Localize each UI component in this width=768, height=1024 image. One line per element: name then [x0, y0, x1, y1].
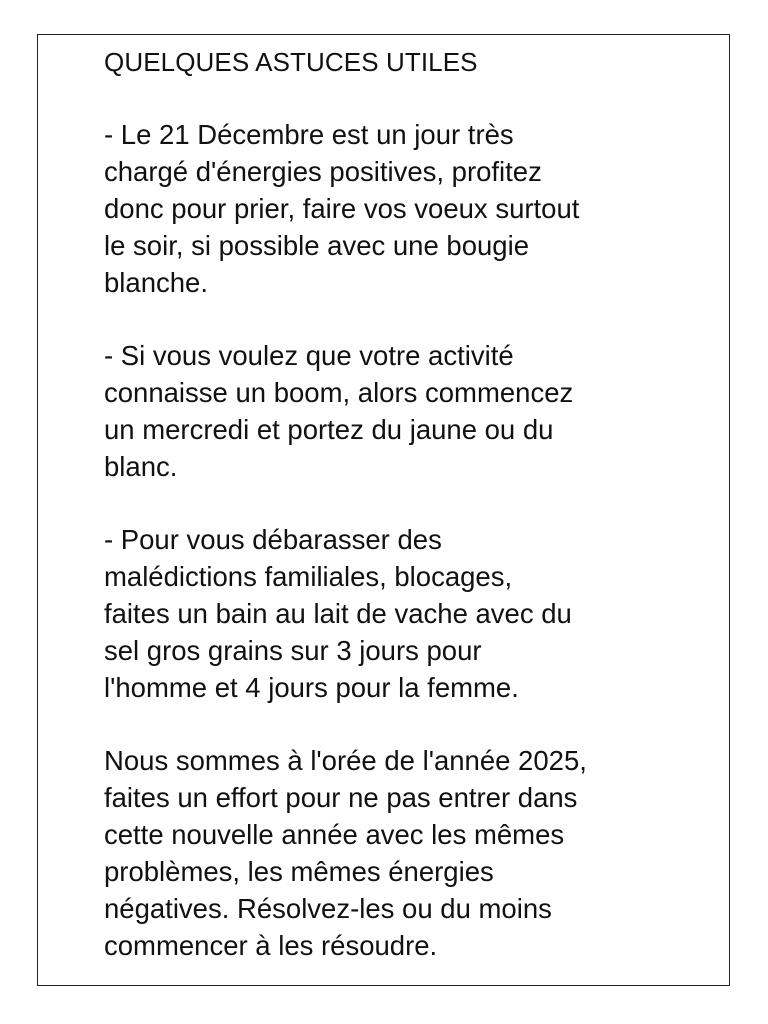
text-line: un mercredi et portez du jaune ou du: [104, 414, 554, 445]
closing-paragraph: [104, 742, 704, 964]
tip-paragraph-2: [104, 337, 704, 485]
document-title: QUELQUES ASTUCES UTILES: [104, 47, 478, 77]
text-line: malédictions familiales, blocages,: [104, 561, 513, 592]
text-line: commencer à les résoudre.: [104, 930, 438, 961]
text-line: blanche.: [104, 267, 208, 298]
tip-paragraph-1: [104, 116, 704, 301]
text-line: donc pour prier, faire vos voeux surtout: [104, 193, 580, 224]
text-line: le soir, si possible avec une bougie: [104, 230, 529, 261]
document-content: [104, 44, 704, 964]
text-line: Nous sommes à l'orée de l'année 2025,: [104, 745, 587, 776]
text-line: - Le 21 Décembre est un jour très: [104, 119, 514, 150]
text-line: l'homme et 4 jours pour la femme.: [104, 672, 519, 703]
text-line: faites un bain au lait de vache avec du: [104, 598, 572, 629]
text-line: sel gros grains sur 3 jours pour: [104, 635, 482, 666]
text-line: - Si vous voulez que votre activité: [104, 340, 514, 371]
text-line: faites un effort pour ne pas entrer dans: [104, 782, 578, 813]
text-line: chargé d'énergies positives, profitez: [104, 156, 542, 187]
tip-paragraph-3: [104, 521, 704, 706]
text-line: négatives. Résolvez-les ou du moins: [104, 893, 552, 924]
text-line: problèmes, les mêmes énergies: [104, 856, 494, 887]
text-line: connaisse un boom, alors commencez: [104, 377, 574, 408]
text-line: blanc.: [104, 451, 178, 482]
text-line: cette nouvelle année avec les mêmes: [104, 819, 565, 850]
text-line: - Pour vous débarasser des: [104, 524, 442, 555]
